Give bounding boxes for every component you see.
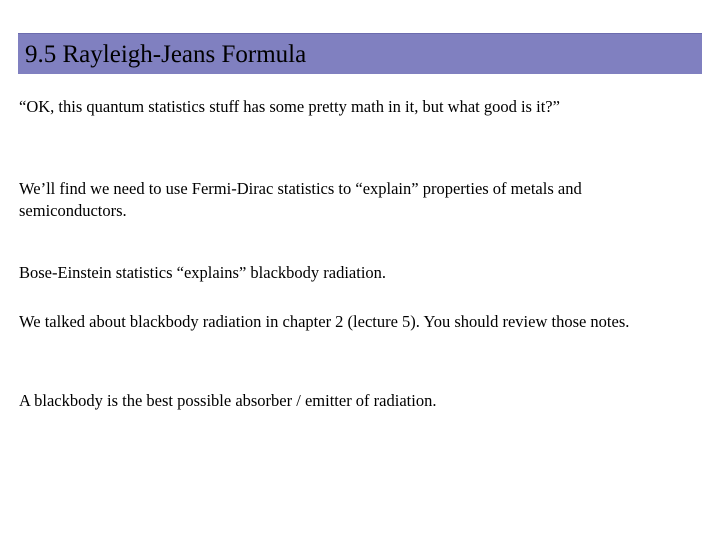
- paragraph-fermi-dirac: We’ll find we need to use Fermi-Dirac statistics to “explain” properties of metals and semiconductors.: [19, 179, 582, 220]
- paragraph-chapter-review: We talked about blackbody radiation in chapter 2 (lecture 5). You should review those notes.: [19, 312, 630, 331]
- paragraph-blackbody-definition: A blackbody is the best possible absorber / emitter of radiation.: [19, 391, 437, 410]
- paragraph-bose-einstein: Bose-Einstein statistics “explains” blackbody radiation.: [19, 263, 387, 282]
- slide-title: 9.5 Rayleigh-Jeans Formula: [25, 41, 307, 68]
- paragraph-quantum-question: “OK, this quantum statistics stuff has some pretty math in it, but what good is it?”: [19, 97, 560, 116]
- title-bar: [18, 33, 702, 74]
